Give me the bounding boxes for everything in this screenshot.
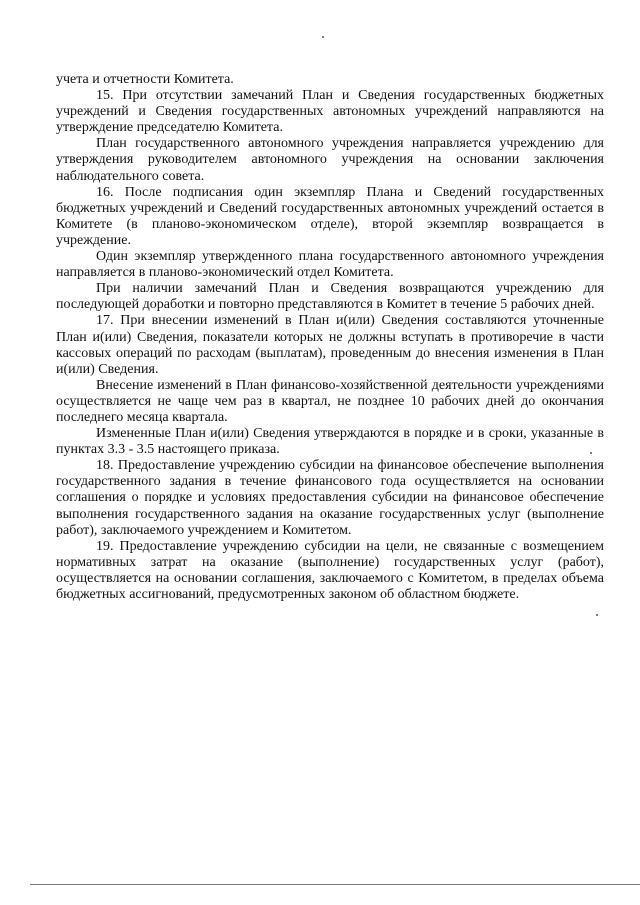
paragraph-6: 17. При внесении изменений в План и(или) Сведения составляются уточненные План и(или) Сведения, показатели которых не должны вступать в противоречие в части кассовых операций по расходам (выплатам), проведенным до внесения изменения в План и(или) Сведения. xyxy=(56,313,604,377)
scan-speck xyxy=(322,36,324,38)
paragraph-3: 16. После подписания один экземпляр Плана и Сведений государственных бюджетных учреждений и Сведений государственных автономных учреждений остается в Комитете (в планово-экономическом отделе), второй экземпляр возвращается в учреждение. xyxy=(56,184,604,248)
paragraph-0: учета и отчетности Комитета. xyxy=(56,72,234,87)
paragraph-1: 15. При отсутствии замечаний План и Сведения государственных бюджетных учреждений и Сведения государственных автономных учреждений направляются на утверждение председателю Комитета. xyxy=(56,88,604,136)
paragraph-2: План государственного автономного учреждения направляется учреждению для утверждения руководителем автономного учреждения на основании заключения наблюдательного совета. xyxy=(56,136,604,184)
scan-edge-line xyxy=(30,884,640,885)
document-page xyxy=(56,72,604,603)
paragraph-5: При наличии замечаний План и Сведения возвращаются учреждению для последующей доработки и повторно представляются в Комитет в течение 5 рабочих дней. xyxy=(56,281,604,313)
scan-speck xyxy=(596,614,598,616)
paragraph-9: 18. Предоставление учреждению субсидии на финансовое обеспечение выполнения государственного задания в течение финансового года осуществляется на основании соглашения о порядке и условиях предоставления субсидии на финансовое обеспечение выполнения государственного задания на оказание государственных услуг (выполнение работ), заключаемого учреждением и Комитетом. xyxy=(56,458,604,538)
paragraph-10: 19. Предоставление учреждению субсидии на цели, не связанные с возмещением нормативных затрат на оказание (выполнение) государственных услуг (работ), осуществляется на основании соглашения, заключаемого с Комитетом, в пределах объема бюджетных ассигнований, предусмотренных законом об областном бюджете. xyxy=(56,538,604,602)
scan-speck xyxy=(590,452,592,454)
paragraph-7: Внесение изменений в План финансово-хозяйственной деятельности учреждениями осуществляется не чаще чем раз в квартал, не позднее 10 рабочих дней до окончания последнего месяца квартала. xyxy=(56,377,604,425)
paragraph-8: Измененные План и(или) Сведения утверждаются в порядке и в сроки, указанные в пунктах 3.3 - 3.5 настоящего приказа. xyxy=(56,426,604,458)
paragraph-4: Один экземпляр утвержденного плана государственного автономного учреждения направляется в планово-экономический отдел Комитета. xyxy=(56,249,604,281)
